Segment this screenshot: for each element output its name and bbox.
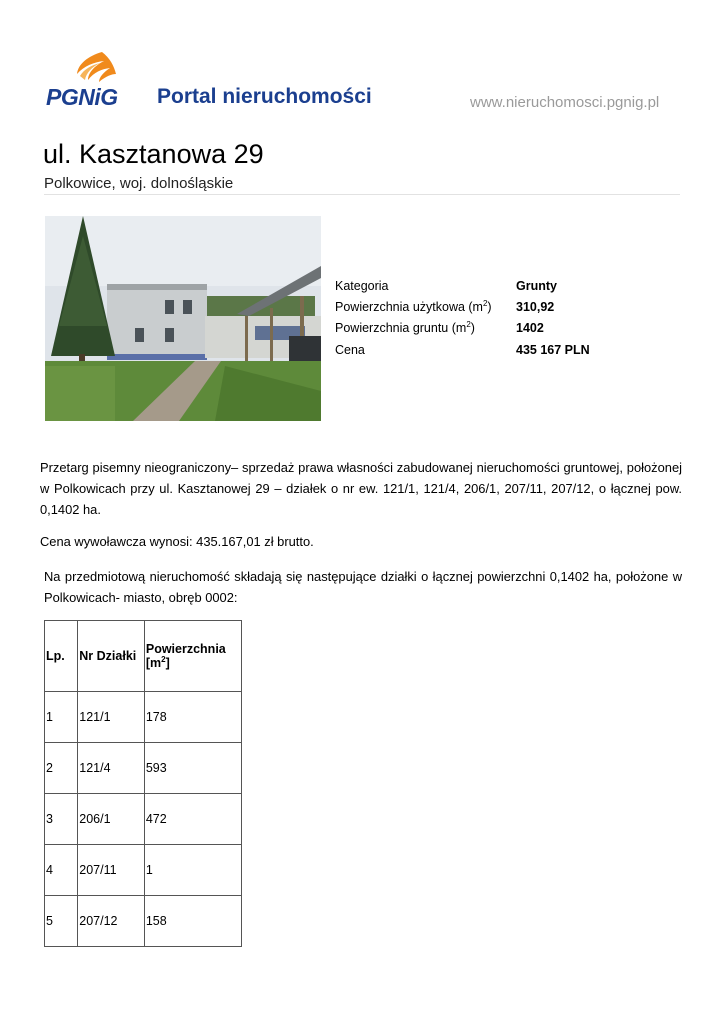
cell-lp: 5 [45, 896, 78, 947]
property-photo [45, 216, 321, 421]
category-value: Grunty [516, 279, 557, 293]
location-subtitle: Polkowice, woj. dolnośląskie [44, 175, 234, 192]
usable-area-value: 310,92 [516, 300, 555, 314]
cell-lp: 4 [45, 845, 78, 896]
cell-lp: 1 [45, 692, 78, 743]
header-area: Powierzchnia $[m^2]$ [144, 621, 241, 692]
cell-area: 178 [144, 692, 241, 743]
info-row-land-area [335, 321, 695, 341]
cell-lp: 2 [45, 743, 78, 794]
description-paragraph-3: Na przedmiotową nieruchomość składają się następujące działki o łącznej powierzchni 0,1402 ha, położone w Polkowicach- miasto, obręb 0002: [44, 569, 682, 605]
cell-nr: 207/12 [78, 896, 145, 947]
portal-url-link[interactable]: www.nieruchomosci.pgnig.pl [470, 94, 660, 111]
cell-nr: 121/4 [78, 743, 145, 794]
usable-area-label: Powierzchnia użytkowa $(m^2)$ [335, 298, 492, 314]
cell-area: 158 [144, 896, 241, 947]
table-header-row [45, 621, 242, 692]
table-row [45, 743, 242, 794]
description-paragraph-2: Cena wywoławcza wynosi: 435.167,01 zł brutto. [40, 534, 314, 549]
logo-text: PGNiG [46, 84, 118, 110]
price-value: 435 167 PLN [516, 343, 590, 357]
price-label: Cena [335, 343, 365, 357]
cell-area: 1 [144, 845, 241, 896]
header-lp: Lp. [45, 621, 78, 692]
info-row-price [335, 343, 695, 363]
parcels-table [44, 620, 242, 947]
description-paragraph-1: Przetarg pisemny nieograniczony– sprzedaż prawa własności zabudowanej nieruchomości gruntowej, położonej w Polkowicach przy ul. Kasztanowej 29 – działek o nr ew. 121/1, 121/4, 206/1, 207/11, 207/12, o łącznej pow. 0,1402 ha. [40, 460, 682, 517]
header-nr: Nr Działki [78, 621, 145, 692]
cell-lp: 3 [45, 794, 78, 845]
portal-title: Portal nieruchomości [157, 85, 372, 108]
land-area-label: Powierzchnia gruntu $(m^2)$ [335, 319, 475, 335]
table-row [45, 845, 242, 896]
divider [44, 194, 680, 195]
land-area-value: 1402 [516, 321, 544, 335]
cell-nr: 207/11 [78, 845, 145, 896]
cell-area: 593 [144, 743, 241, 794]
table-row [45, 692, 242, 743]
info-row-usable-area [335, 300, 695, 320]
table-row [45, 794, 242, 845]
page-title: ul. Kasztanowa 29 [43, 139, 264, 169]
info-row-category [335, 279, 695, 299]
cell-area: 472 [144, 794, 241, 845]
category-label: Kategoria [335, 279, 389, 293]
cell-nr: 121/1 [78, 692, 145, 743]
cell-nr: 206/1 [78, 794, 145, 845]
table-row [45, 896, 242, 947]
